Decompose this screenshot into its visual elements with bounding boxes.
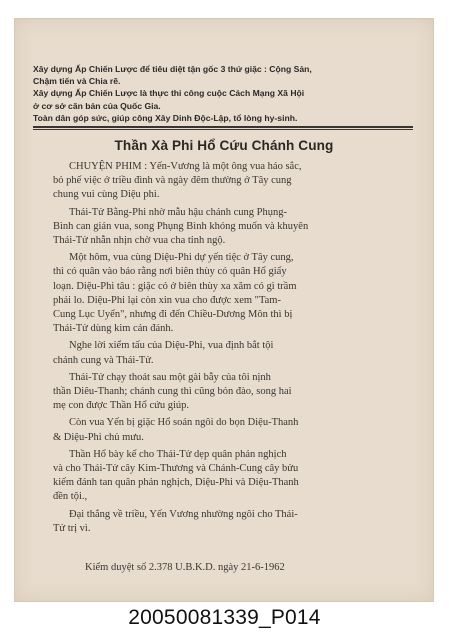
text-line: đền tội., [53, 491, 88, 503]
slogan-line: ở cơ sở căn bản của Quốc Gia. [33, 100, 161, 111]
text-line: CHUYỆN PHIM : Yến-Vương là một ông vua háo sắc, [69, 161, 302, 172]
text-line: Thái-Tử nhẫn nhịn chờ vua cha tỉnh ngộ. [53, 235, 226, 247]
text-line: & Diệu-Phi chủ mưu. [53, 431, 144, 443]
story-title: Thần Xà Phi Hổ Cứu Chánh Cung [114, 138, 334, 153]
text-line: Nghe lời xiểm tấu của Diệu-Phi, vua định bắt tội [69, 340, 274, 352]
story-paragraph [53, 160, 413, 203]
text-line: Thái-Tử chạy thoát sau một gài bẫy của tôi nịnh [69, 371, 271, 383]
text-line: Thái-Tử dùng kim cản đánh. [53, 323, 174, 335]
text-line: Thần Hổ bày kế cho Thái-Tử dẹp quân phản nghịch [69, 448, 287, 460]
slogan-block [33, 63, 418, 124]
text-line: chánh cung và Thái-Tử. [53, 354, 154, 366]
slogan-line: Xây dựng Ấp Chiến Lược để tiêu diệt tận gốc 3 thứ giặc : Cộng Sản, [33, 64, 312, 74]
story-paragraph [53, 206, 413, 249]
slogan-line: Xây dựng Ấp Chiến Lược là thực thi công cuộc Cách Mạng Xã Hội [33, 88, 305, 99]
document-page [14, 18, 434, 602]
story-paragraph [53, 448, 413, 505]
divider-rule [33, 126, 413, 128]
story-paragraph [53, 508, 413, 536]
story-paragraph [53, 371, 413, 414]
text-line: bỏ phế việc ở triều đình và ngày đêm thường ở Tây cung [53, 175, 292, 187]
divider-rule [33, 129, 413, 130]
censorship-approval: Kiểm duyệt số 2.378 U.B.K.D. ngày 21-6-1962 [85, 562, 285, 573]
text-line: Cung Lục Uyển", nhưng đi đến Chiều-Dương Môn thì bị [53, 309, 293, 321]
text-line: Còn vua Yến bị giặc Hổ soán ngôi do bọn Diệu-Thanh [69, 417, 299, 429]
text-line: mẹ con được Thần Hổ cứu giúp. [53, 400, 190, 412]
story-paragraph [53, 339, 413, 367]
story-paragraph [53, 251, 413, 336]
text-line: Tử trị vì. [53, 522, 91, 534]
text-line: kiếm đánh tan quân phản nghịch, Diệu-Phi và Diệu-Thanh [53, 477, 299, 489]
story-paragraph [53, 416, 413, 444]
text-line: phải lo. Diệu-Phi lại còn xin vua cho được xem "Tam- [53, 294, 281, 306]
text-line: thì có quân vào báo rằng nơi biên thùy có quân Hổ giấy [53, 266, 287, 278]
text-line: Một hôm, vua cùng Diệu-Phi dự yến tiệc ở Tây cung, [69, 252, 294, 264]
text-line: Bình can gián vua, song Phụng Bình khóng muốn và khuyên [53, 220, 309, 232]
archive-id-caption: 20050081339_P014 [128, 606, 321, 629]
text-line: loạn. Diệu-Phi tâu : giặc cỏ ở biên thùy xa xăm có gì trầm [53, 280, 297, 292]
text-line: Thái-Tử Bằng-Phi nhờ mẫu hậu chánh cung Phụng- [69, 206, 287, 218]
slogan-line: Chậm tiến và Chia rẽ. [33, 76, 121, 87]
text-line: chung vui cùng Diệu phi. [53, 189, 160, 201]
text-line: Đại thắng về triều, Yến Vương nhường ngôi cho Thái- [69, 508, 298, 520]
slogan-line: Toàn dân góp sức, giúp công Xây Dinh Độc-Lập, tổ lòng hy-sinh. [33, 112, 298, 123]
story-body [53, 160, 413, 539]
text-line: và cho Thái-Tử cây Kim-Thương và Chánh-Cung cây bửu [53, 463, 299, 475]
text-line: thần Diêu-Thanh; chánh cung thì cũng bỏn đào, song hai [53, 386, 292, 398]
